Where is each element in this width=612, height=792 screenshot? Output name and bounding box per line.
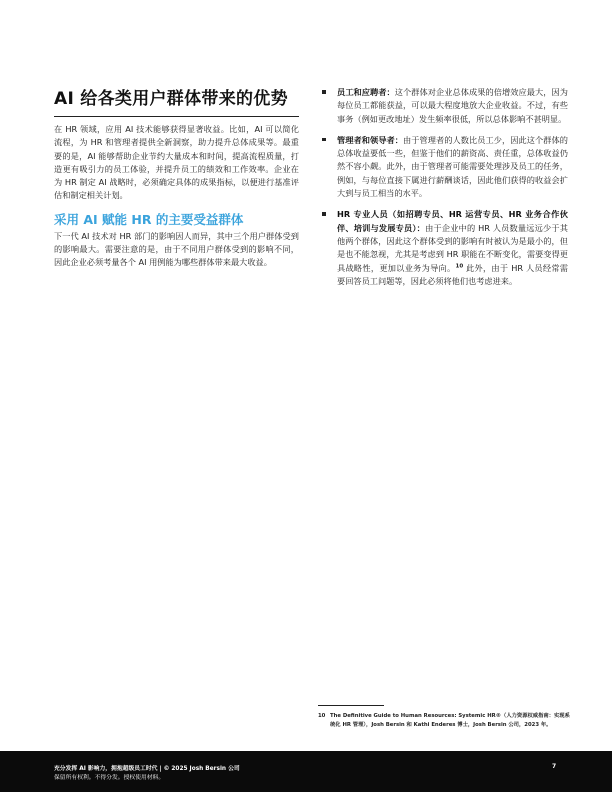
page-footer (0, 751, 612, 792)
footnote (318, 712, 570, 729)
right-column (322, 86, 568, 296)
bullet-body-continued: 此外，由于 HR 人员经常需要回答员工问题等，因此必须将他们也考虑进来。 (337, 262, 568, 286)
bullet-managers (322, 134, 568, 200)
bullet-label: 员工和应聘者： (337, 87, 395, 97)
bullet-label: 管理者和领导者： (337, 134, 404, 145)
footnote-reference[interactable]: 10 (455, 262, 464, 269)
left-column (54, 88, 299, 270)
bullet-hr-professionals (322, 208, 568, 288)
bullet-square-icon (322, 212, 326, 216)
bullet-text (337, 134, 568, 200)
section-title: AI 给各类用户群体带来的优势 (54, 88, 299, 117)
bullet-square-icon (322, 90, 326, 94)
footer-copyright: 充分发挥 AI 影响力，拥抱超级员工时代 | © 2025 Josh Bersin 公司 (54, 766, 240, 772)
bullet-employees (322, 86, 568, 126)
bullet-text (337, 86, 568, 126)
footnote-divider (318, 705, 384, 706)
subsection-title: 采用 AI 赋能 HR 的主要受益群体 (54, 211, 244, 227)
bullet-square-icon (322, 138, 326, 142)
footnote-text: The Definitive Guide to Human Resources: Systemic HR®（人力资源权威指南：实现系统化 HR 管理），Josh Bersin 和 Kathi Enderes 博士，Josh Bersin 公司，2023 年。 (330, 713, 570, 728)
intro-paragraph: 在 HR 领域，应用 AI 技术能够获得显著收益。比如，AI 可以简化流程，为 HR 和管理者提供全新洞察，助力提升总体成果等。最重要的是，AI 能够帮助企业节约大量成本和时间，提高流程质量，打造更有吸引力的员工体验，并提升员工的绩效和工作效率。企业在为 HR 制定 AI 战略时，必须确定具体的成果指标，以便进行基准评估和制定相关计划。 (54, 124, 299, 201)
footnote-number: 10 (318, 713, 326, 719)
bullet-body: 由于管理者的人数比员工少，因此这个群体的总体收益要低一些，但鉴于他们的薪资高、责任重，总体收益仍然不容小觑。此外，由于管理者可能需要处理涉及员工的任务，例如，与每位直接下属进行薪酬谈话，因此他们获得的收益会扩大到与员工相当的水平。 (337, 134, 568, 199)
beneficiaries-paragraph: 下一代 AI 技术对 HR 部门的影响因人而异，其中三个用户群体受到的影响最大。需要注意的是，由于不同用户群体受到的影响不同，因此企业必须考量各个 AI 用例能为哪些群体带来最大收益。 (54, 230, 299, 268)
bullet-text (337, 208, 568, 288)
bullet-body: 由于企业中的 HR 人员数量远远少于其他两个群体，因此这个群体受到的影响有时被认为是最小的，但是也不能忽视，尤其是考虑到 HR 职能在不断变化，需要变得更具战略性，更加以业务为导向。 (337, 222, 568, 273)
footer-rights: 保留所有权利。不得分发。授权使用材料。 (54, 775, 165, 781)
page-number: 7 (552, 763, 557, 770)
bullet-label: HR 专业人员（如招聘专员、HR 运营专员、HR 业务合作伙伴、培训与发展专员）： (337, 209, 568, 233)
bullet-body: 这个群体对企业总体成果的倍增效应最大，因为每位员工都能获益，可以最大程度地放大企业收益。不过，有些事务（例如更改地址）发生频率很低，所以总体影响不甚明显。 (337, 87, 568, 124)
